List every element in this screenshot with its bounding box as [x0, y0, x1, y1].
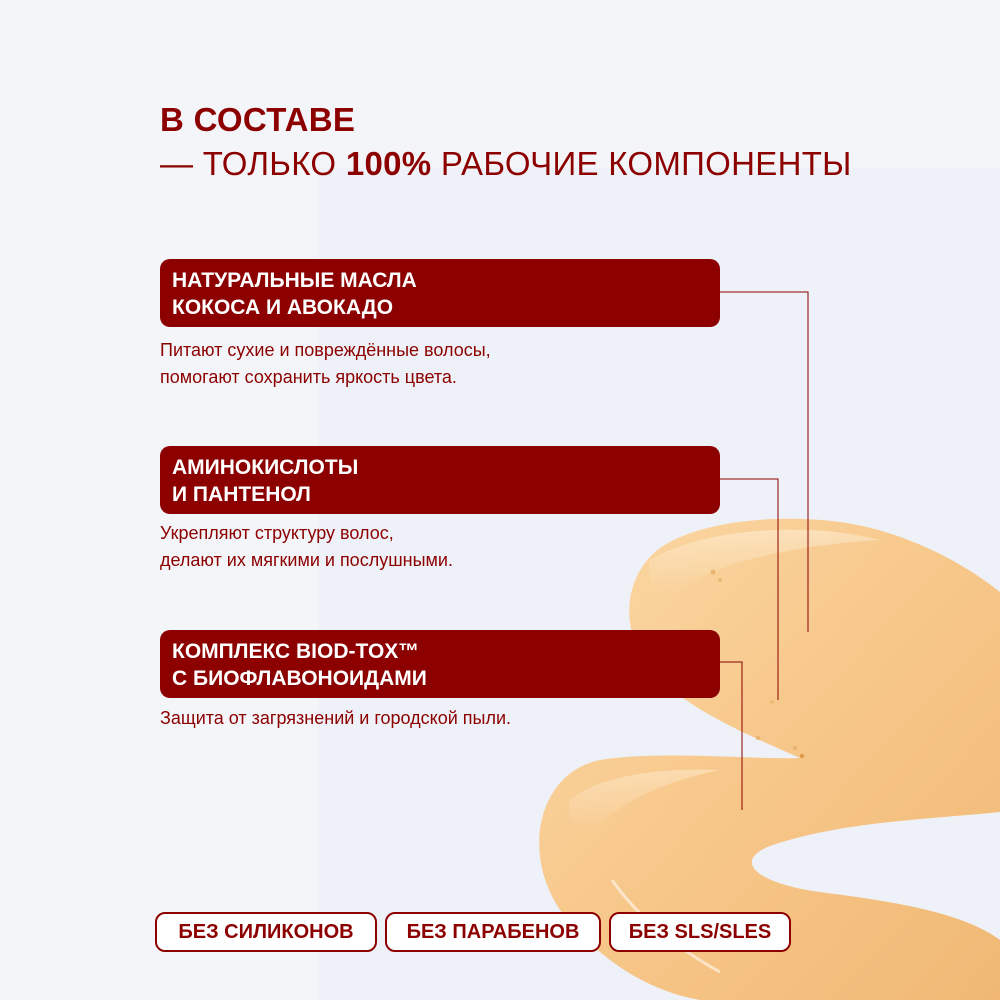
- ingredient-title-line: С БИОФЛАВОНОИДАМИ: [172, 667, 427, 690]
- badge-no-silicones: БЕЗ СИЛИКОНОВ: [155, 912, 377, 952]
- badge-no-sls: БЕЗ SLS/SLES: [609, 912, 791, 952]
- badge-no-parabens: БЕЗ ПАРАБЕНОВ: [385, 912, 601, 952]
- ingredient-card-oils: [160, 259, 720, 327]
- ingredient-title-line: АМИНОКИСЛОТЫ: [172, 456, 359, 479]
- ingredient-card-amino-acids: [160, 446, 720, 514]
- ingredient-title-line: КОКОСА И АВОКАДО: [172, 296, 394, 319]
- ingredient-title-line: НАТУРАЛЬНЫЕ МАСЛА: [172, 269, 417, 292]
- heading-subtitle: — ТОЛЬКО 100% РАБОЧИЕ КОМПОНЕНТЫ: [160, 145, 852, 182]
- ingredient-description-biod-tox: Защита от загрязнений и городской пыли.: [160, 708, 512, 728]
- ingredient-card-biod-tox: [160, 630, 720, 698]
- ingredient-title-line: И ПАНТЕНОЛ: [172, 483, 311, 506]
- page-heading: [160, 100, 852, 184]
- heading-percent: 100%: [345, 145, 432, 182]
- heading-title: В СОСТАВЕ: [160, 101, 356, 138]
- ingredient-description-oils: Питают сухие и повреждённые волосы, помогают сохранить яркость цвета.: [160, 340, 491, 387]
- ingredient-title-line: КОМПЛЕКС BIOD-TOX™: [172, 640, 420, 663]
- ingredient-description-amino-acids: Укрепляют структуру волос, делают их мягкими и послушными.: [160, 523, 453, 570]
